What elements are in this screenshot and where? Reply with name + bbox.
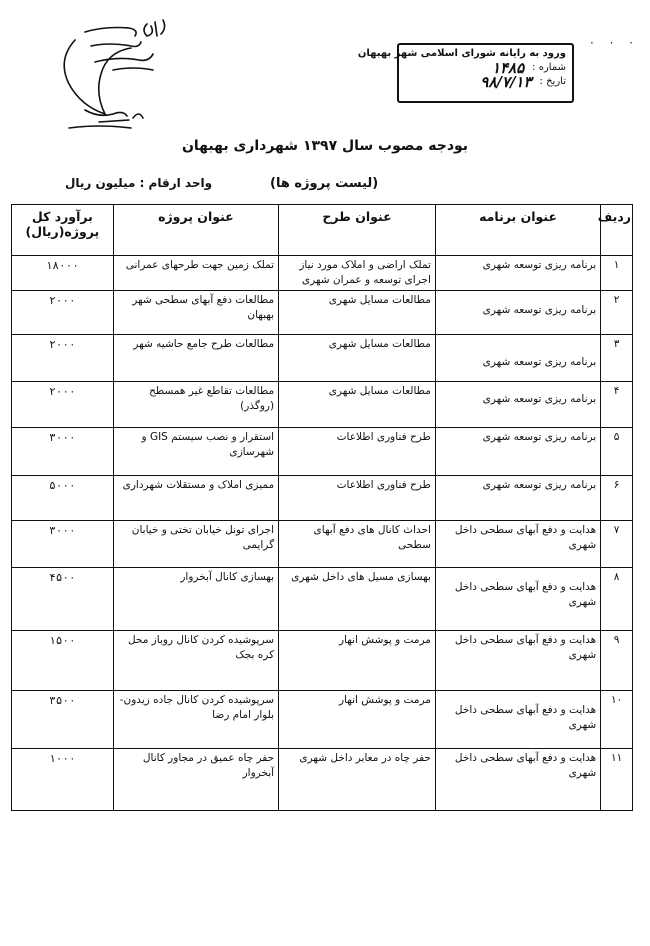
cell-row-number: ۵ <box>601 428 633 476</box>
header-program: عنوان برنامه <box>435 205 600 256</box>
cell-estimate: ۵۰۰۰ <box>12 476 114 521</box>
cell-program: برنامه ریزی توسعه شهری <box>435 335 600 382</box>
cell-row-number: ۴ <box>601 382 633 428</box>
table-row <box>12 476 633 521</box>
stamp-date-value: ۹۸/۷/۱۳ <box>480 73 532 91</box>
cell-program: برنامه ریزی توسعه شهری <box>435 291 600 335</box>
cell-program: برنامه ریزی توسعه شهری <box>435 382 600 428</box>
cell-project: سرپوشیده کردن کانال جاده زیدون- بلوار امام رضا <box>113 691 278 749</box>
header-project: عنوان پروژه <box>113 205 278 256</box>
table-row <box>12 256 633 291</box>
cell-program: هدایت و دفع آبهای سطحی داخل شهری <box>435 691 600 749</box>
cell-program: برنامه ریزی توسعه شهری <box>435 476 600 521</box>
cell-estimate: ۳۰۰۰ <box>12 428 114 476</box>
cell-program: برنامه ریزی توسعه شهری <box>435 256 600 291</box>
cell-estimate: ۲۰۰۰ <box>12 291 114 335</box>
cell-estimate: ۱۸۰۰۰ <box>12 256 114 291</box>
cell-row-number: ۱ <box>601 256 633 291</box>
cell-plan: تملک اراضی و املاک مورد نیاز اجرای توسعه و عمران شهری <box>279 256 436 291</box>
cell-project: بهسازی کانال آبخروار <box>113 568 278 631</box>
table-row <box>12 691 633 749</box>
header-plan: عنوان طرح <box>279 205 436 256</box>
cell-plan: مطالعات مسایل شهری <box>279 335 436 382</box>
cell-project: تملک زمین جهت طرحهای عمرانی <box>113 256 278 291</box>
cell-program: هدایت و دفع آبهای سطحی داخل شهری <box>435 568 600 631</box>
table-row <box>12 568 633 631</box>
stamp-date-row <box>405 75 566 89</box>
table-header-row <box>12 205 633 256</box>
cell-program: هدایت و دفع آبهای سطحی داخل شهری <box>435 631 600 691</box>
cell-row-number: ۱۱ <box>601 749 633 811</box>
cell-estimate: ۲۰۰۰ <box>12 382 114 428</box>
projects-table <box>11 204 633 811</box>
cell-estimate: ۲۰۰۰ <box>12 335 114 382</box>
cell-project: اجرای تونل خیابان تختی و خیابان گرایمی <box>113 521 278 568</box>
table-row <box>12 631 633 691</box>
cell-program: هدایت و دفع آبهای سطحی داخل شهری <box>435 749 600 811</box>
table-row <box>12 382 633 428</box>
cell-row-number: ۶ <box>601 476 633 521</box>
unit-note: واحد ارقام : میلیون ریال <box>65 176 213 190</box>
cell-plan: بهسازی مسیل های داخل شهری <box>279 568 436 631</box>
handwritten-signature <box>55 10 195 135</box>
cell-project: استقرار و نصب سیستم GIS و شهرسازی <box>113 428 278 476</box>
cell-row-number: ۱۰ <box>601 691 633 749</box>
cell-row-number: ۲ <box>601 291 633 335</box>
cell-plan: حفر چاه در معابر داخل شهری <box>279 749 436 811</box>
table-body <box>12 256 633 811</box>
cell-estimate: ۱۵۰۰ <box>12 631 114 691</box>
cell-plan: مرمت و پوشش انهار <box>279 631 436 691</box>
cell-plan: مطالعات مسایل شهری <box>279 291 436 335</box>
cell-row-number: ۷ <box>601 521 633 568</box>
cell-plan: مطالعات مسایل شهری <box>279 382 436 428</box>
cell-plan: طرح فناوری اطلاعات <box>279 476 436 521</box>
cell-row-number: ۹ <box>601 631 633 691</box>
cell-estimate: ۴۵۰۰ <box>12 568 114 631</box>
table-row <box>12 335 633 382</box>
signature-scribble <box>55 10 195 135</box>
document-subtitle: (لیست پروژه ها) <box>270 176 379 191</box>
receipt-stamp <box>357 43 574 103</box>
table-row <box>12 749 633 811</box>
cell-row-number: ۳ <box>601 335 633 382</box>
cell-estimate: ۳۵۰۰ <box>12 691 114 749</box>
stamp-date-label: تاریخ : <box>539 76 566 87</box>
cell-project: مطالعات دفع آبهای سطحی شهر بهبهان <box>113 291 278 335</box>
cell-project: سرپوشیده کردن کانال روباز محل کره بجک <box>113 631 278 691</box>
cell-project: مطالعات تقاطع غیر همسطح (روگذر) <box>113 382 278 428</box>
document-title: بودجه مصوب سال ۱۳۹۷ شهرداری بهبهان <box>181 138 469 154</box>
scan-dots: · · · <box>590 36 640 50</box>
cell-project: حفر چاه عمیق در مجاور کانال آبخروار <box>113 749 278 811</box>
cell-project: مطالعات طرح جامع حاشیه شهر <box>113 335 278 382</box>
header-estimate: برآورد کل پروژه(ریال) <box>12 205 114 256</box>
cell-project: ممیزی املاک و مستقلات شهرداری <box>113 476 278 521</box>
table-row <box>12 428 633 476</box>
cell-program: هدایت و دفع آبهای سطحی داخل شهری <box>435 521 600 568</box>
cell-plan: طرح فناوری اطلاعات <box>279 428 436 476</box>
cell-estimate: ۱۰۰۰ <box>12 749 114 811</box>
cell-program: برنامه ریزی توسعه شهری <box>435 428 600 476</box>
header-row-number: ردیف <box>601 205 633 256</box>
stamp-number-value: ۱۴۸۵ <box>491 59 525 77</box>
cell-plan: مرمت و پوشش انهار <box>279 691 436 749</box>
stamp-title: ورود به رایانه شورای اسلامی شهر بهبهان <box>357 48 566 59</box>
cell-row-number: ۸ <box>601 568 633 631</box>
table-row <box>12 521 633 568</box>
stamp-number-label: شماره : <box>532 62 566 73</box>
cell-estimate: ۳۰۰۰ <box>12 521 114 568</box>
cell-plan: احداث کانال های دفع آبهای سطحی <box>279 521 436 568</box>
table-row <box>12 291 633 335</box>
